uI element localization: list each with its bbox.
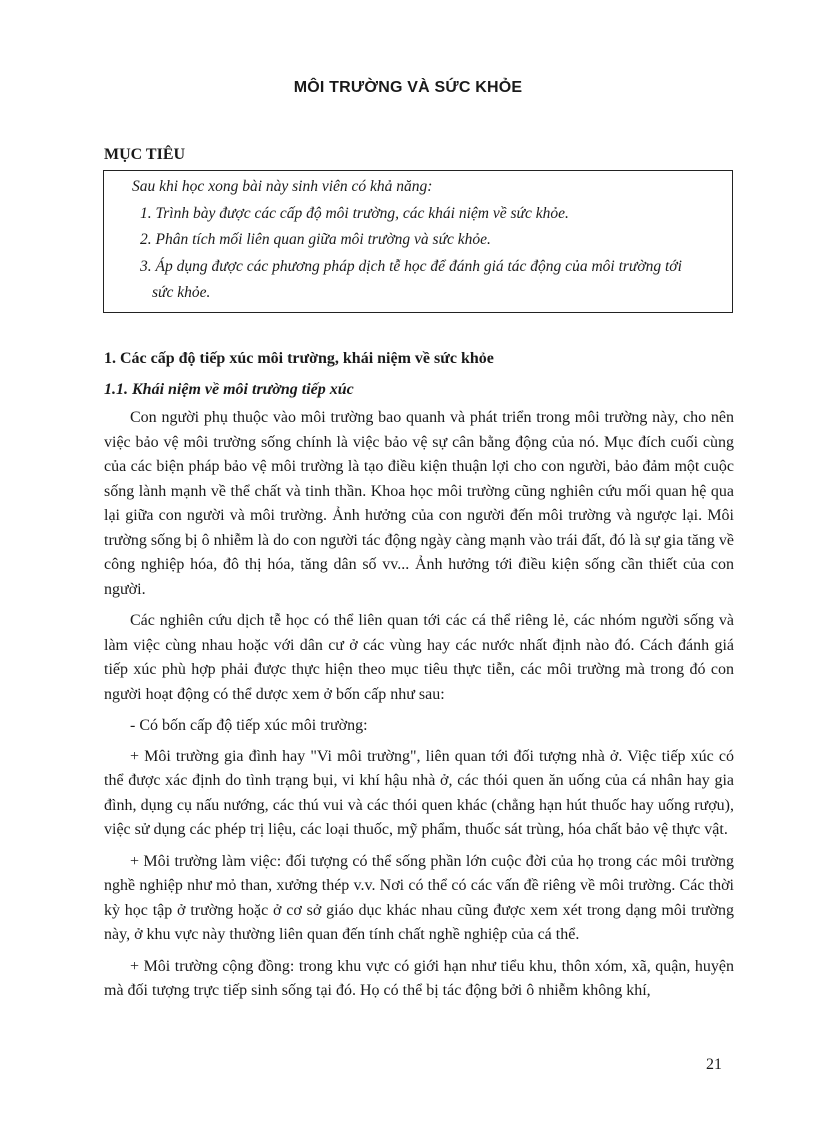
subsection-heading: 1.1. Khái niệm về môi trường tiếp xúc — [104, 381, 354, 398]
page-title: MÔI TRƯỜNG VÀ SỨC KHỎE — [293, 79, 523, 96]
objective-item: 3. Áp dụng được các phương pháp dịch tễ học để đánh giá tác động của môi trường tới — [140, 257, 682, 275]
paragraph: - Có bốn cấp độ tiếp xúc môi trường: — [130, 717, 368, 734]
objectives-intro: Sau khi học xong bài này sinh viên có khả năng: — [132, 178, 433, 195]
paragraph: Các nghiên cứu dịch tễ học có thể liên quan tới các cá thể riêng lẻ, các nhóm người sống và làm việc cùng nhau hoặc với dân cư ở các vùng hay các nước nhất định nào đó. Cách đánh giá tiếp xúc phù hợp phải được thực hiện theo mục tiêu thực tiễn, các môi trường mà trong đó con người hoạt động có thể dược xem ở bốn cấp như sau: — [104, 612, 734, 703]
objective-item: 1. Trình bày được các cấp độ môi trường, các khái niệm về sức khỏe. — [140, 204, 569, 222]
objective-item-continuation: sức khỏe. — [152, 284, 211, 301]
paragraph: Con người phụ thuộc vào môi trường bao quanh và phát triển trong môi trường này, cho nên việc bảo vệ môi trường sống chính là việc bảo vệ sự cân bằng động của nó. Mục đích cuối cùng của các biện pháp bảo vệ môi trường là tạo điều kiện thuận lợi cho con người, bảo đảm một cuộc sống lành mạnh về thể chất và tinh thần. Khoa học môi trường cũng nghiên cứu mối quan hệ qua lại giữa con người và môi trường. Ảnh hưởng của con người đến môi trường và ngược lại. Môi trường sống bị ô nhiễm là do con người tác động ngày càng mạnh vào trái đất, đó là sự gia tăng về công nghiệp hóa, đô thị hóa, tăng dân số vv... Ảnh hưởng tới điều kiện sống cần thiết của con người. — [104, 409, 734, 598]
objectives-box — [103, 170, 733, 313]
page-number: 21 — [706, 1056, 722, 1073]
body-text — [104, 406, 734, 1011]
paragraph: + Môi trường gia đình hay "Vi môi trường", liên quan tới đối tượng nhà ở. Việc tiếp xúc có thể được xác định do tình trạng bụi, vi khí hậu nhà ở, các thói quen ăn uống của cá nhân hay gia đình, dụng cụ nấu nướng, các thú vui và các thói quen khác (chẳng hạn hút thuốc hay uống rượu), việc sử dụng các phép trị liệu, các loại thuốc, mỹ phẩm, thuốc sát trùng, hóa chất bảo vệ thực vật. — [104, 747, 734, 838]
objective-item: 2. Phân tích mối liên quan giữa môi trường và sức khỏe. — [140, 231, 491, 248]
paragraph: + Môi trường làm việc: đối tượng có thể sống phần lớn cuộc đời của họ trong các môi trường nghề nghiệp như mỏ than, xưởng thép v.v. Nơi có thể có các vấn đề riêng về môi trường. Các thời kỳ học tập ở trường hoặc ở cơ sở giáo dục khác nhau cũng được xem xét trong dạng môi trường này, ở khu vực này thường liên quan đến tính chất nghề nghiệp của cá thể. — [104, 852, 734, 943]
paragraph: + Môi trường cộng đồng: trong khu vực có giới hạn như tiểu khu, thôn xóm, xã, quận, huyện mà đối tượng trực tiếp sinh sống tại đó. Họ có thể bị tác động bởi ô nhiễm không khí, — [104, 957, 734, 999]
objectives-heading: MỤC TIÊU — [104, 146, 186, 163]
section-heading: 1. Các cấp độ tiếp xúc môi trường, khái niệm về sức khỏe — [104, 350, 494, 367]
